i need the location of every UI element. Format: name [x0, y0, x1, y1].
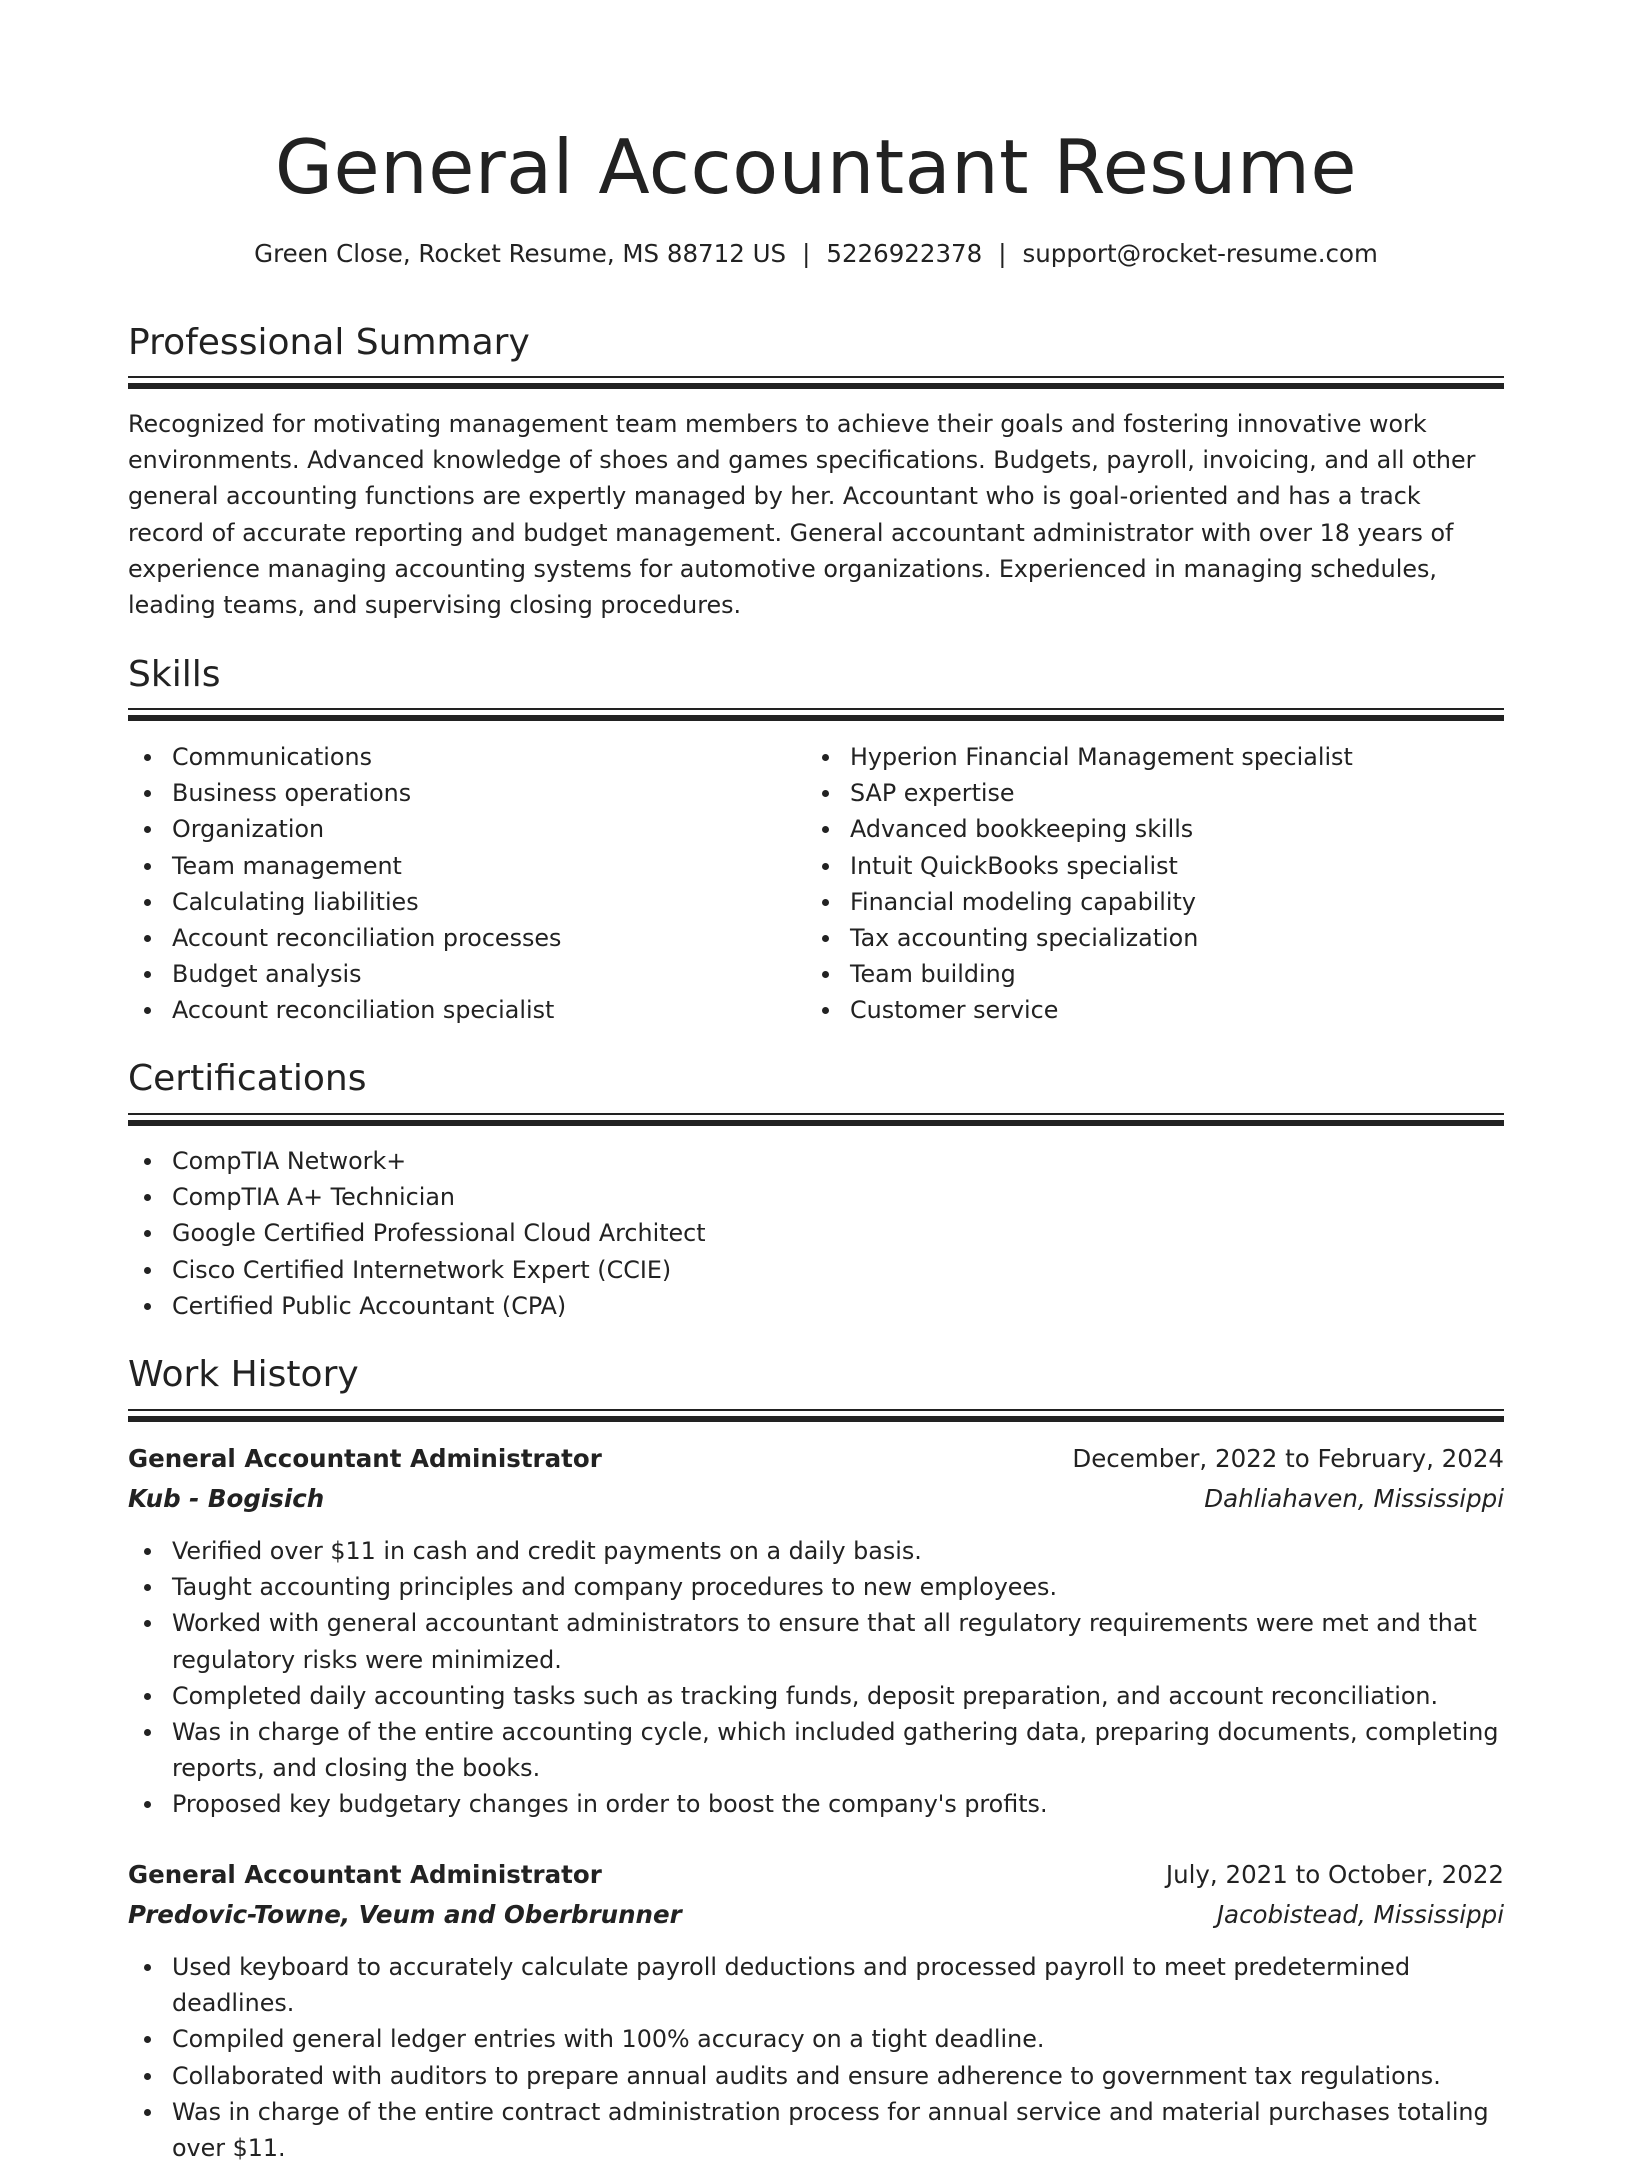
summary-heading: Professional Summary: [128, 322, 530, 363]
job-bullet: Collaborated with auditors to prepare annual audits and ensure adherence to government tax regulations.: [128, 2058, 1504, 2094]
summary-text: Recognized for motivating management team members to achieve their goals and fostering innovative work environments. Advanced knowledge of shoes and games specifications. Budgets, payroll, invoicing, and all other general accounting functions are expertly managed by her. Accountant who is goal-oriented and has a track record of accurate reporting and budget management. General accountant administrator with over 18 years of experience managing accounting systems for automotive organizations. Experienced in managing schedules, leading teams, and supervising closing procedures.: [128, 410, 1476, 620]
skill-item: Account reconciliation processes: [128, 920, 788, 956]
job-location: Dahliahaven, Mississippi: [1204, 1484, 1504, 1513]
job-bullets: [128, 1533, 1504, 1823]
skills-heading: Skills: [128, 654, 221, 695]
job-bullet: Worked with general accountant administrators to ensure that all regulatory requirements were met and that regulatory risks were minimized.: [128, 1605, 1504, 1677]
job-bullet: Compiled general ledger entries with 100% accuracy on a tight deadline.: [128, 2021, 1504, 2057]
job-bullet: Proposed key budgetary changes in order to boost the company's profits.: [128, 1786, 1504, 1822]
certification-item: Google Certified Professional Cloud Architect: [128, 1215, 1504, 1251]
section-divider: [128, 1113, 1504, 1126]
job-title: General Accountant Administrator: [128, 1860, 602, 1889]
contact-separator: |: [998, 239, 1007, 268]
job-bullet: Used keyboard to accurately calculate payroll deductions and processed payroll to meet predetermined deadlines.: [128, 1949, 1504, 2021]
skill-item: Hyperion Financial Management specialist: [806, 739, 1504, 775]
skill-item: Financial modeling capability: [806, 884, 1504, 920]
work-history-heading: Work History: [128, 1354, 359, 1395]
certification-item: Cisco Certified Internetwork Expert (CCIE): [128, 1252, 1504, 1288]
skill-item: Intuit QuickBooks specialist: [806, 848, 1504, 884]
certifications-list: [128, 1143, 1504, 1324]
skill-item: Customer service: [806, 992, 1504, 1028]
job-title: General Accountant Administrator: [128, 1444, 602, 1473]
certifications-heading: Certifications: [128, 1058, 367, 1099]
skill-item: Business operations: [128, 775, 788, 811]
skill-item: Team management: [128, 848, 788, 884]
job-bullet: Verified over $11 in cash and credit payments on a daily basis.: [128, 1533, 1504, 1569]
skill-item: Calculating liabilities: [128, 884, 788, 920]
section-divider: [128, 376, 1504, 389]
job-bullets: [128, 1949, 1504, 2166]
skills-list-right: [806, 739, 1504, 1029]
skill-item: SAP expertise: [806, 775, 1504, 811]
skill-item: Account reconciliation specialist: [128, 992, 788, 1028]
contact-email: support@rocket-resume.com: [1022, 239, 1378, 268]
job-bullet: Was in charge of the entire accounting cycle, which included gathering data, preparing documents, completing reports, and closing the books.: [128, 1714, 1504, 1786]
skill-item: Communications: [128, 739, 788, 775]
skill-item: Organization: [128, 811, 788, 847]
job-dates: July, 2021 to October, 2022: [1165, 1860, 1504, 1889]
job-bullet: Taught accounting principles and company procedures to new employees.: [128, 1569, 1504, 1605]
job-company: Kub - Bogisich: [128, 1484, 325, 1513]
certification-item: CompTIA A+ Technician: [128, 1179, 1504, 1215]
contact-phone: 5226922378: [826, 239, 983, 268]
resume-title: General Accountant Resume: [274, 123, 1358, 211]
certification-item: CompTIA Network+: [128, 1143, 1504, 1179]
skill-item: Team building: [806, 956, 1504, 992]
job-location: Jacobistead, Mississippi: [1216, 1900, 1504, 1929]
skill-item: Budget analysis: [128, 956, 788, 992]
job-company: Predovic-Towne, Veum and Oberbrunner: [128, 1900, 682, 1929]
contact-line: [128, 236, 1504, 272]
section-divider: [128, 1409, 1504, 1422]
job-bullet: Completed daily accounting tasks such as tracking funds, deposit preparation, and account reconciliation.: [128, 1678, 1504, 1714]
skills-list-left: [128, 739, 788, 1029]
section-divider: [128, 708, 1504, 721]
skill-item: Tax accounting specialization: [806, 920, 1504, 956]
contact-address: Green Close, Rocket Resume, MS 88712 US: [254, 239, 787, 268]
job-bullet: Was in charge of the entire contract administration process for annual service and material purchases totaling over $11.: [128, 2094, 1504, 2166]
certification-item: Certified Public Accountant (CPA): [128, 1288, 1504, 1324]
contact-separator: |: [802, 239, 811, 268]
job-dates: December, 2022 to February, 2024: [1072, 1444, 1504, 1473]
skill-item: Advanced bookkeeping skills: [806, 811, 1504, 847]
